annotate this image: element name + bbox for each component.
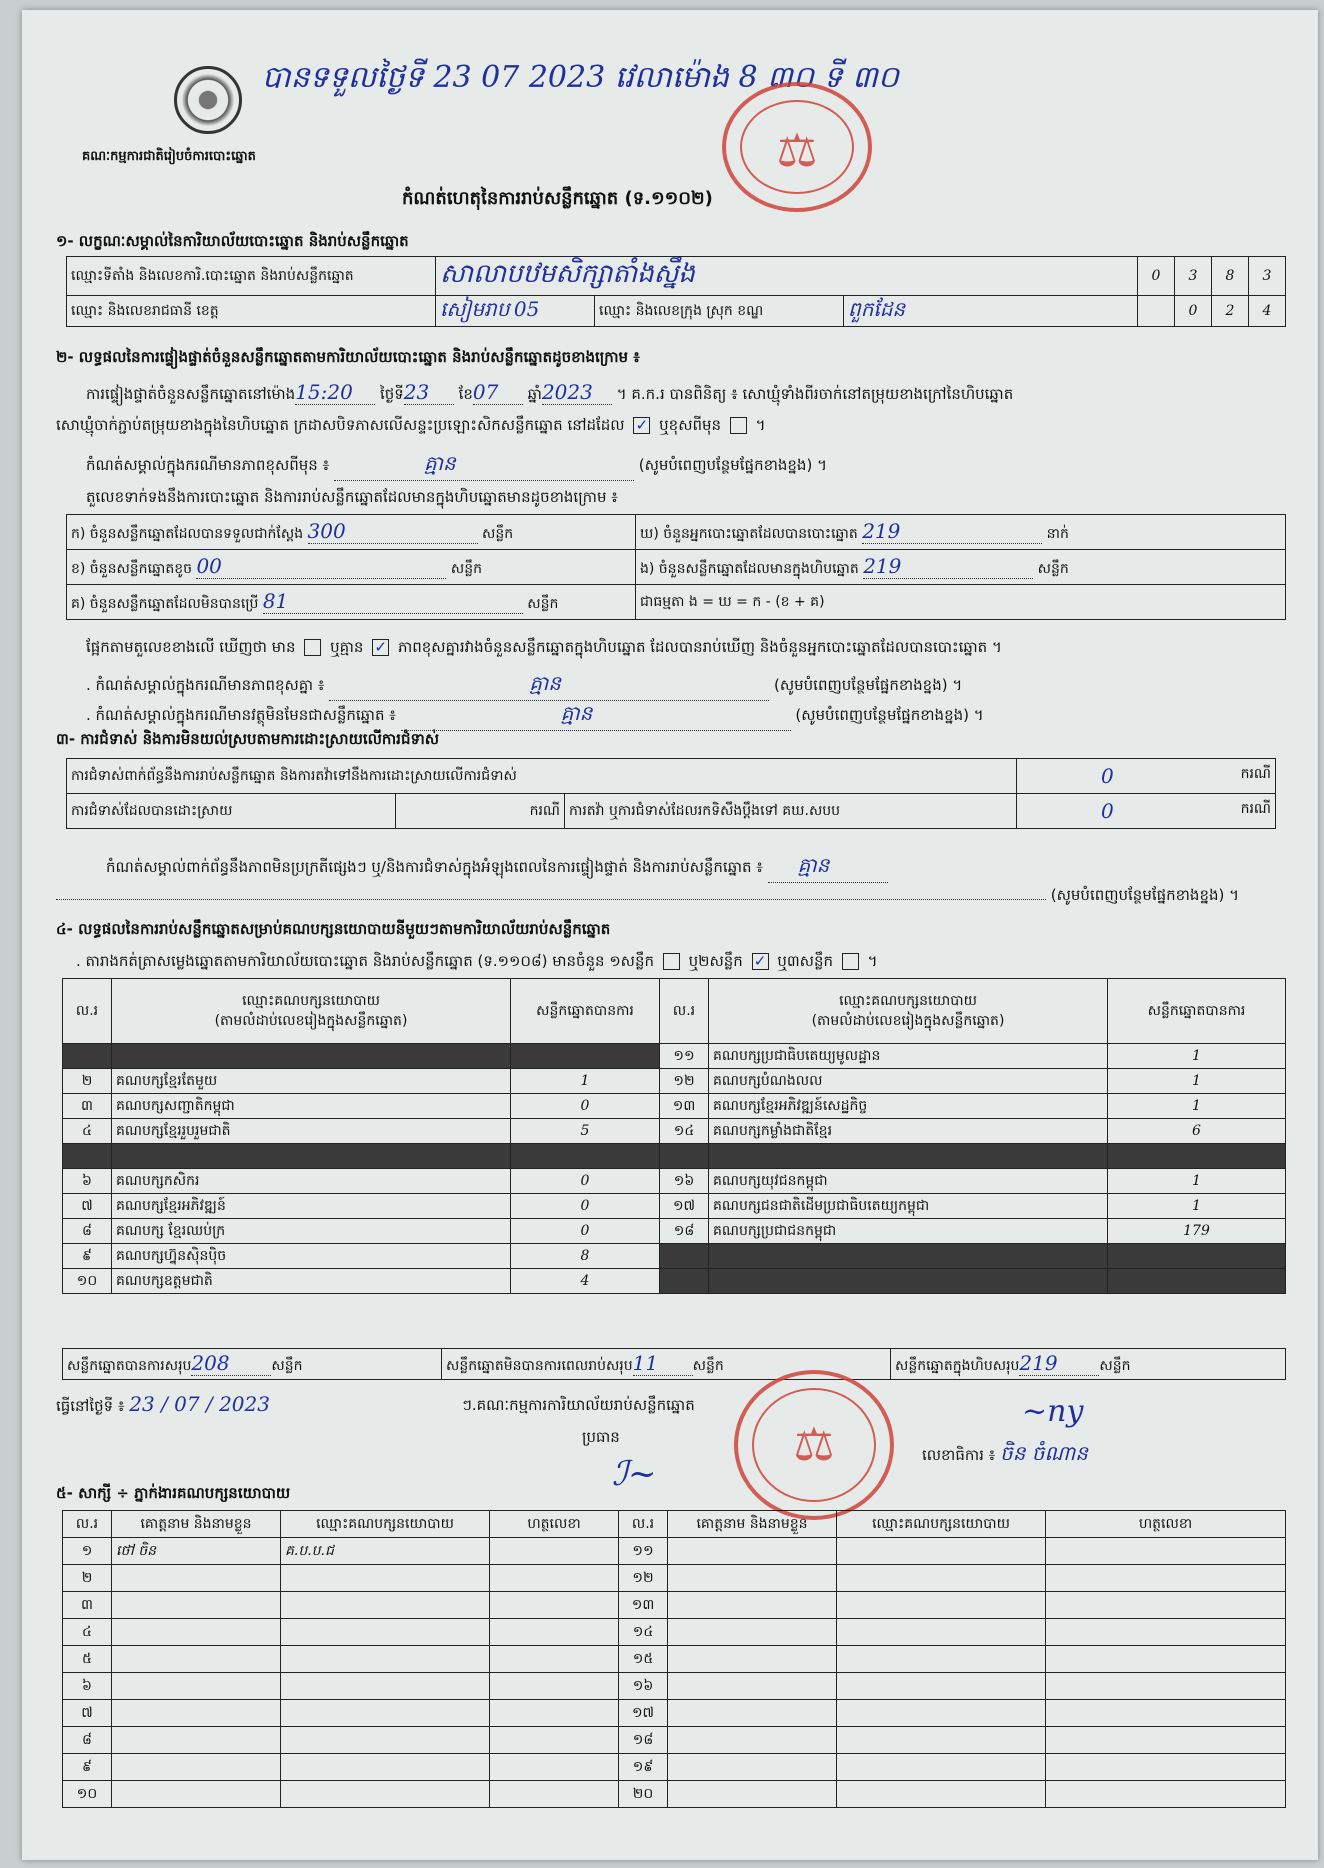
commune-code-1: 0 (1175, 296, 1212, 327)
commune-label: ឈ្មោះ និងលេខក្រុង ស្រុក ខណ្ឌ (595, 296, 844, 327)
office-code-1: 0 (1138, 257, 1175, 296)
secretary-line: លេខាធិការ ៖ ចិន ចំណាន (922, 1441, 1088, 1465)
section5-title: ៥- សាក្សី ÷ ភ្នាក់ងារគណបក្សនយោបាយ (56, 1484, 291, 1502)
party-name: គណបក្សឧត្តមជាតិ (112, 1269, 511, 1294)
witness-name (668, 1592, 837, 1619)
row-number: ៤ (63, 1119, 112, 1144)
witness-row (63, 1673, 1286, 1700)
office-value: សាលាបឋមសិក្សាតាំងស្នឹង (440, 259, 695, 289)
results-row (63, 1219, 1286, 1244)
party-votes: 0 (511, 1194, 660, 1219)
section1-title: ១- លក្ខណៈសម្គាល់នៃការិយាល័យបោះឆ្នោត និងរាប់សន្លឹកឆ្នោត (56, 232, 409, 250)
witness-signature (490, 1565, 619, 1592)
section3-title: ៣- ការជំទាស់ និងការមិនយល់ស្របតាមការដោះស្រាយលើការជំទាស់ (56, 730, 440, 748)
emblem-icon (174, 66, 242, 134)
in-box-value: 219 (863, 554, 1033, 579)
row-number: ៨ (63, 1219, 112, 1244)
one-page-checkbox (663, 953, 680, 970)
official-stamp-top: ⚖ (722, 82, 872, 212)
chair-signature: ℐ~ (612, 1454, 657, 1494)
row-number: ៣ (63, 1094, 112, 1119)
witness-name: ថៅ ចិន (112, 1538, 281, 1565)
appeal-count: 0 (1101, 799, 1114, 823)
secretary-name: ចិន ចំណាន (1000, 1441, 1088, 1465)
witness-name (112, 1754, 281, 1781)
party-name: គណបក្សខ្មែរតែមួយ (112, 1069, 511, 1094)
verify-day: 23 (404, 380, 454, 405)
row-number: ១៧ (660, 1194, 709, 1219)
office-code-3: 8 (1212, 257, 1249, 296)
verify-line-2: សោឃ្មុំចាក់ភ្ជាប់តម្រុយខាងក្នុងនៃហិបឆ្នោត ក្រដាសបិទភាសលើសន្ទះប្រឡោះសិកសន្លឹកឆ្នោត នៅដដែល ✓ ឬខុសពីមុន ។ (56, 416, 766, 434)
received-label: ក) ចំនួនសន្លឹកឆ្នោតដែលបានទទួលជាក់ស្តែង (71, 526, 304, 542)
witness-col-party: ឈ្មោះគណបក្សនយោបាយ (281, 1511, 490, 1538)
witness-signature (1046, 1538, 1286, 1565)
date-line: ធ្វើនៅថ្ងៃទី ៖ 23 / 07 / 2023 (56, 1392, 270, 1416)
diff-note-line: កំណត់សម្គាល់ក្នុងករណីមានភាពខុសពីមុន ៖ គ្មាន (សូមបំពេញបន្ថែមផ្នែកខាងខ្នង) ។ (86, 450, 827, 481)
changed-checkbox (730, 417, 747, 434)
party-name: គណបក្សខ្មែរអភិវឌ្ឍន៍ (112, 1194, 511, 1219)
verify-month: 07 (473, 380, 523, 405)
witness-party (281, 1754, 490, 1781)
witness-signature (490, 1781, 619, 1808)
office-label: ឈ្មោះទីតាំង និងលេខការិ.បោះឆ្នោត និងរាប់សន្លឹកឆ្នោត (67, 257, 436, 296)
party-votes: 1 (1108, 1169, 1286, 1194)
objections-table: ការជំទាស់ពាក់ព័ន្ធនឹងការរាប់សន្លឹកឆ្នោត និងការតវ៉ាទៅនឹងការដោះស្រាយលើការជំទាស់ 0 ករណី ការជំទាស់ដែលបានដោះស្រាយ ករណី ការតវ៉ា ឬការជំទាស់ដែលរកទិសឹងប្តឹងទៅ គឃ.សបប 0 ករណី (66, 758, 1276, 829)
received-note: បានទទួលថ្ងៃទី 23 07 2023 វេលាម៉ោង 8 ៣០ ទី ៣០ (262, 60, 899, 95)
total-valid-label: សន្លឹកឆ្នោតបានការសរុប (67, 1358, 192, 1374)
office-code-4: 3 (1249, 257, 1286, 296)
witness-party: គ.ប.ប.ជ (281, 1538, 490, 1565)
witness-number: ៨ (63, 1727, 112, 1754)
party-votes: 4 (511, 1269, 660, 1294)
witness-party (281, 1619, 490, 1646)
witness-row (63, 1754, 1286, 1781)
witness-name (112, 1727, 281, 1754)
witness-party (837, 1754, 1046, 1781)
row-number: ៦ (63, 1169, 112, 1194)
party-name: គណបក្សបំណងលល (709, 1069, 1108, 1094)
witness-row (63, 1565, 1286, 1592)
witness-signature (1046, 1565, 1286, 1592)
witness-row (63, 1781, 1286, 1808)
witness-row (63, 1538, 1286, 1565)
party-name: គណបក្សប្រជាជនកម្ពុជា (709, 1219, 1108, 1244)
witness-name (668, 1619, 837, 1646)
witness-signature (490, 1592, 619, 1619)
office-code-2: 3 (1175, 257, 1212, 296)
commune-code-2: 2 (1212, 296, 1249, 327)
row-number: ១២ (660, 1069, 709, 1094)
party-votes: 1 (1108, 1069, 1286, 1094)
witness-signature (1046, 1700, 1286, 1727)
col-votes: សន្លឹកឆ្នោតបានការ (511, 979, 660, 1044)
form-title: កំណត់ហេតុនៃការរាប់សន្លឹកឆ្នោត (ទ.១១០២) (402, 188, 713, 209)
row-number: ២ (63, 1069, 112, 1094)
witness-name (668, 1754, 837, 1781)
witness-signature (1046, 1781, 1286, 1808)
witness-number: ៣ (63, 1592, 112, 1619)
office-table: ឈ្មោះទីតាំង និងលេខការិ.បោះឆ្នោត និងរាប់សន្លឹកឆ្នោត សាលាបឋមសិក្សាតាំងស្នឹង 0 3 8 3 ឈ្មោះ និងលេខរាជធានី ខេត្ត សៀមរាប 05 ឈ្មោះ និងលេខក្រុង ស្រុក ខណ្ឌ ពួកដែន 0 2 4 (66, 256, 1286, 327)
party-name: គណបក្សយុវជនកម្ពុជា (709, 1169, 1108, 1194)
witness-party (281, 1781, 490, 1808)
witness-party (281, 1565, 490, 1592)
party-name: គណបក្សសញ្ជាតិកម្ពុជា (112, 1094, 511, 1119)
witness-name (668, 1673, 837, 1700)
witness-party (281, 1646, 490, 1673)
party-name: គណបក្សខ្មែរអភិវឌ្ឍន៍សេដ្ឋកិច្ច (709, 1094, 1108, 1119)
witness-number: ២ (63, 1565, 112, 1592)
witness-number: ១០ (63, 1781, 112, 1808)
witness-party (281, 1592, 490, 1619)
witness-number: ១៩ (619, 1754, 668, 1781)
resolved-label: ការជំទាស់ដែលបានដោះស្រាយ (67, 794, 396, 829)
results-table: ល.រ ឈ្មោះគណបក្សនយោបាយ (តាមលំដាប់លេខរៀងក្នុងសន្លឹកឆ្នោត) សន្លឹកឆ្នោតបានការ ល.រ ឈ្មោះគណបក្សនយោបាយ (តាមលំដាប់លេខរៀងក្នុងសន្លឹកឆ្នោត) សន្លឹកឆ្នោតបានការ ១១ គណបក្សប្រជាធិបតេយ្យមូលដ្ឋាន 1 ២ គណបក្សខ្មែរតែមួយ 1 ១២ គណបក្សបំណងលល 1 ៣ គណបក្សសញ្ជាតិកម្ពុជា 0 ១៣ គណបក្សខ្មែរអភិវឌ្ឍន៍សេដ្ឋកិច្ច 1 ៤ គណបក្សខ្មែររួបរួមជាតិ 5 ១៤ គណបក្សកម្លាំងជាតិខ្មែរ 6 ៦ គណបក្សកសិករ 0 ១៦ គណបក្សយុវជនកម្ពុជា 1 ៧ គណបក្សខ្មែរអភិវឌ្ឍន៍ 0 ១៧ គណបក្សជនជាតិដើមប្រជាធិបតេយ្យកម្ពុជា 1 ៨ គណបក្ស ខ្មែរឈប់ក្រ 0 ១៨ គណបក្សប្រជាជនកម្ពុជា 179 ៩ គណបក្សហ្វ៊ុនស៊ិនប៉ិច 8 ១០ គណបក្សឧត្តមជាតិ 4 (62, 978, 1286, 1294)
results-row (63, 1244, 1286, 1269)
party-votes: 0 (511, 1219, 660, 1244)
witness-name (112, 1619, 281, 1646)
witness-number: ៥ (63, 1646, 112, 1673)
party-name: គណបក្សកម្លាំងជាតិខ្មែរ (709, 1119, 1108, 1144)
witness-row (63, 1646, 1286, 1673)
witness-number: ៦ (63, 1673, 112, 1700)
party-votes: 1 (511, 1069, 660, 1094)
province-code: 0 (513, 297, 527, 321)
official-stamp-bottom: ⚖ (734, 1370, 894, 1520)
witness-number: ៩ (63, 1754, 112, 1781)
row-number: ៩ (63, 1244, 112, 1269)
results-row (63, 1119, 1286, 1144)
unused-label: គ) ចំនួនសន្លឹកឆ្នោតដែលមិនបានប្រើ (71, 596, 259, 612)
party-votes: 8 (511, 1244, 660, 1269)
witness-number: ១៣ (619, 1592, 668, 1619)
results-row (63, 1094, 1286, 1119)
party-votes: 0 (511, 1169, 660, 1194)
witness-number: ១៧ (619, 1700, 668, 1727)
witness-name (668, 1700, 837, 1727)
party-name: គណបក្សខ្មែររួបរួមជាតិ (112, 1119, 511, 1144)
party-name: គណបក្ស ខ្មែរឈប់ក្រ (112, 1219, 511, 1244)
row-number: ១៦ (660, 1169, 709, 1194)
province-label: ឈ្មោះ និងលេខរាជធានី ខេត្ត (67, 296, 436, 327)
party-votes: 1 (1108, 1044, 1286, 1069)
results-row (63, 1269, 1286, 1294)
in-box-label: ង) ចំនួនសន្លឹកឆ្នោតដែលមានក្នុងហិបឆ្នោត (640, 561, 859, 577)
col-party: ឈ្មោះគណបក្សនយោបាយ (242, 993, 380, 1009)
irregularity-note-cont: (សូមបំពេញបន្ថែមផ្នែកខាងខ្នង) ។ (56, 886, 1239, 908)
total-valid: 208 (191, 1351, 271, 1376)
results-row (63, 1069, 1286, 1094)
witness-row (63, 1592, 1286, 1619)
spoiled-value: 00 (196, 554, 446, 579)
figures-table: ក) ចំនួនសន្លឹកឆ្នោតដែលបានទទួលជាក់ស្តែង 300 សន្លឹក ឃ) ចំនួនអ្នកបោះឆ្នោតដែលបានបោះឆ្នោត 219 នាក់ ខ) ចំនួនសន្លឹកឆ្នោតខូច 00 សន្លឹក ង) ចំនួនសន្លឹកឆ្នោតដែលមានក្នុងហិបឆ្នោត 219 សន្លឹក គ) ចំនួនសន្លឹកឆ្នោតដែលមិនបានប្រើ 81 សន្លឹក ជាធម្មតា ង = ឃ = ក - (ខ + គ) (66, 514, 1286, 620)
witness-signature (490, 1727, 619, 1754)
intact-checkbox: ✓ (633, 417, 650, 434)
witness-signature (490, 1646, 619, 1673)
verify-time: 15:20 (295, 380, 375, 405)
witness-name (668, 1646, 837, 1673)
has-diff-checkbox (304, 639, 321, 656)
results-row (63, 1169, 1286, 1194)
witness-table: ល.រ គោត្តនាម និងនាមខ្លួន ឈ្មោះគណបក្សនយោបាយ ហត្ថលេខា ល.រ គោត្តនាម និងនាមខ្លួន ឈ្មោះគណបក្សនយោបាយ ហត្ថលេខា ១ ថៅ ចិន គ.ប.ប.ជ ១១ ២ ១២ ៣ ១៣ ៤ ១៤ ៥ ១៥ ៦ ១៦ ៧ ១៧ ៨ ១៨ ៩ ១៩ ១០ ២០ (62, 1510, 1286, 1808)
witness-signature (1046, 1646, 1286, 1673)
foreign-object-note: . កំណត់សម្គាល់ក្នុងករណីមានវត្ថុមិនមែនជាសន្លឹកឆ្នោត ៖ គ្មាន (សូមបំពេញបន្ថែមផ្នែកខាងខ្នង) ។ (86, 700, 984, 731)
witness-number: ១៥ (619, 1646, 668, 1673)
witness-signature (1046, 1619, 1286, 1646)
witness-party (281, 1700, 490, 1727)
org-name: គណៈកម្មការជាតិរៀបចំការបោះឆ្នោត (82, 149, 256, 164)
witness-party (837, 1538, 1046, 1565)
witness-signature (1046, 1673, 1286, 1700)
witness-name (112, 1592, 281, 1619)
section2-title: ២- លទ្ធផលនៃការផ្ទៀងផ្ទាត់ចំនួនសន្លឹកឆ្នោតតាមការិយាល័យបោះឆ្នោត និងរាប់សន្លឹកឆ្នោតដូចខាងក្រោម ៖ (56, 348, 640, 366)
witness-signature (490, 1619, 619, 1646)
received-value: 300 (308, 519, 478, 544)
witness-name (668, 1565, 837, 1592)
witness-row (63, 1727, 1286, 1754)
witness-col-name: គោត្តនាម និងនាមខ្លួន (112, 1511, 281, 1538)
witness-signature (490, 1673, 619, 1700)
witness-party (837, 1646, 1046, 1673)
witness-signature (1046, 1592, 1286, 1619)
party-votes: 6 (1108, 1119, 1286, 1144)
verify-year: 2023 (542, 380, 612, 405)
total-invalid-label: សន្លឹកឆ្នោតមិនបានការពេលរាប់សរុប (446, 1358, 633, 1374)
witness-name (668, 1781, 837, 1808)
witness-number: ១២ (619, 1565, 668, 1592)
verify-line-1: ការផ្ទៀងផ្ទាត់ចំនួនសន្លឹកឆ្នោតនៅម៉ោង15:20 ថ្ងៃទី23 ខែ07 ឆ្នាំ2023 ។ គ.ក.រ បានពិនិត្យ ៖ សោឃ្មុំទាំងពីរចាក់នៅតម្រុយខាងក្រៅនៃហិបឆ្នោត (86, 380, 1014, 404)
witness-number: ២០ (619, 1781, 668, 1808)
witness-number: ១ (63, 1538, 112, 1565)
figures-intro: តួលេខទាក់ទងនឹងការបោះឆ្នោត និងការរាប់សន្លឹកឆ្នោតដែលមានក្នុងហិបឆ្នោតមានដូចខាងក្រោម ៖ (86, 488, 618, 506)
party-name: គណបក្សជនជាតិដើមប្រជាធិបតេយ្យកម្ពុជា (709, 1194, 1108, 1219)
witness-number: ៤ (63, 1619, 112, 1646)
totals-table: សន្លឹកឆ្នោតបានការសរុប208 សន្លឹក សន្លឹកឆ្នោតមិនបានការពេលរាប់សរុប11 សន្លឹក សន្លឹកឆ្នោតក្នុងហិបសរុប219 សន្លឹក (62, 1348, 1286, 1380)
total-invalid: 11 (633, 1351, 693, 1376)
witness-party (837, 1565, 1046, 1592)
witness-party (281, 1673, 490, 1700)
total-box: 219 (1019, 1351, 1099, 1376)
witness-number: ១៨ (619, 1727, 668, 1754)
commune-value: ពួកដែន (848, 297, 906, 321)
row-number: ១០ (63, 1269, 112, 1294)
commune-code-3: 4 (1249, 296, 1286, 327)
appeal-label: ការតវ៉ា ឬការជំទាស់ដែលរកទិសឹងប្តឹងទៅ គឃ.សបប (565, 794, 1017, 829)
witness-signature (490, 1754, 619, 1781)
diff-note-2: . កំណត់សម្គាល់ក្នុងករណីមានភាពខុសគ្នា ៖ គ្មាន (សូមបំពេញបន្ថែមផ្នែកខាងខ្នង) ។ (86, 670, 962, 701)
witness-row (63, 1700, 1286, 1727)
date-value: 23 / 07 / 2023 (129, 1392, 270, 1416)
party-name: គណបក្សប្រជាធិបតេយ្យមូលដ្ឋាន (709, 1044, 1108, 1069)
secretary-signature: ~ny (1022, 1394, 1084, 1429)
row-number: ១៣ (660, 1094, 709, 1119)
row-number: ១៨ (660, 1219, 709, 1244)
results-row (63, 1044, 1286, 1069)
row-number: ១១ (660, 1044, 709, 1069)
party-name: គណបក្សកសិករ (112, 1169, 511, 1194)
witness-signature (1046, 1754, 1286, 1781)
irregularity-note: កំណត់សម្គាល់ពាក់ព័ន្ធនឹងភាពមិនប្រក្រតីផ្សេងៗ ឬ/និងការជំទាស់ក្នុងអំឡុងពេលនៃការផ្ទៀងផ្ទាត់ និងការរាប់សន្លឹកឆ្នោត ៖ គ្មាន (106, 852, 888, 883)
witness-party (837, 1700, 1046, 1727)
party-votes: 1 (1108, 1094, 1286, 1119)
diff-note-value: គ្មាន (423, 451, 456, 475)
form-sheet (22, 10, 1318, 1860)
voted-value: 219 (862, 519, 1042, 544)
col-no: ល.រ (63, 979, 112, 1044)
voted-label: ឃ) ចំនួនអ្នកបោះឆ្នោតដែលបានបោះឆ្នោត (640, 526, 858, 542)
witness-party (837, 1673, 1046, 1700)
witness-signature (490, 1700, 619, 1727)
party-votes: 1 (1108, 1194, 1286, 1219)
row-number: ១៤ (660, 1119, 709, 1144)
witness-name (112, 1673, 281, 1700)
witness-row (63, 1619, 1286, 1646)
total-box-label: សន្លឹកឆ្នោតក្នុងហិបសរុប (895, 1358, 1020, 1374)
witness-party (837, 1727, 1046, 1754)
witness-name (668, 1538, 837, 1565)
three-page-checkbox (842, 953, 859, 970)
difference-line: ផ្អែកតាមតួលេខខាងលើ ឃើញថា មាន ឬគ្មាន ✓ ភាពខុសគ្នារវាងចំនួនសន្លឹកឆ្នោតក្នុងហិបឆ្នោត ដែលបានរាប់ឃើញ និងចំនួនអ្នកបោះឆ្នោតដែលបានបោះឆ្នោត ។ (86, 638, 1002, 656)
witness-party (837, 1592, 1046, 1619)
witness-signature (490, 1538, 619, 1565)
witness-number: ១១ (619, 1538, 668, 1565)
witness-number: ៧ (63, 1700, 112, 1727)
row-number: ៧ (63, 1194, 112, 1219)
committee-label: ៗ.គណៈកម្មការការិយាល័យរាប់សន្លឹកឆ្នោត (462, 1396, 695, 1414)
results-row (63, 1194, 1286, 1219)
party-votes: 179 (1108, 1219, 1286, 1244)
witness-name (112, 1565, 281, 1592)
no-diff-checkbox: ✓ (372, 639, 389, 656)
province-value: សៀមរាប (440, 297, 510, 321)
results-row (63, 1144, 1286, 1169)
party-name: គណបក្សហ្វ៊ុនស៊ិនប៉ិច (112, 1244, 511, 1269)
witness-party (837, 1619, 1046, 1646)
witness-number: ១៤ (619, 1619, 668, 1646)
party-votes: 5 (511, 1119, 660, 1144)
witness-col-sign: ហត្ថលេខា (490, 1511, 619, 1538)
witness-name (668, 1727, 837, 1754)
witness-signature (1046, 1727, 1286, 1754)
objections-label: ការជំទាស់ពាក់ព័ន្ធនឹងការរាប់សន្លឹកឆ្នោត និងការតវ៉ាទៅនឹងការដោះស្រាយលើការជំទាស់ (67, 759, 1017, 794)
witness-party (837, 1781, 1046, 1808)
tally-pages-line: . តារាងកត់ត្រាសម្លេងឆ្នោតតាមការិយាល័យបោះឆ្នោត និងរាប់សន្លឹកឆ្នោត (ទ.១១០៨) មានចំនួន ១សន្លឹក ឬ២សន្លឹក ✓ ឬ៣សន្លឹក ។ (76, 952, 878, 970)
witness-name (112, 1781, 281, 1808)
section4-title: ៤- លទ្ធផលនៃការរាប់សន្លឹកឆ្នោតសម្រាប់គណបក្សនយោបាយនីមួយៗតាមការិយាល័យរាប់សន្លឹកឆ្នោត (56, 920, 611, 938)
objections-count: 0 (1101, 764, 1114, 788)
witness-number: ១៦ (619, 1673, 668, 1700)
two-page-checkbox: ✓ (752, 953, 769, 970)
unused-value: 81 (263, 589, 523, 614)
chair-label: ប្រធាន (582, 1428, 620, 1446)
spoiled-label: ខ) ចំនួនសន្លឹកឆ្នោតខូច (71, 561, 192, 577)
formula: ជាធម្មតា ង = ឃ = ក - (ខ + គ) (636, 585, 1286, 620)
witness-party (281, 1727, 490, 1754)
witness-name (112, 1646, 281, 1673)
witness-name (112, 1700, 281, 1727)
party-votes: 0 (511, 1094, 660, 1119)
